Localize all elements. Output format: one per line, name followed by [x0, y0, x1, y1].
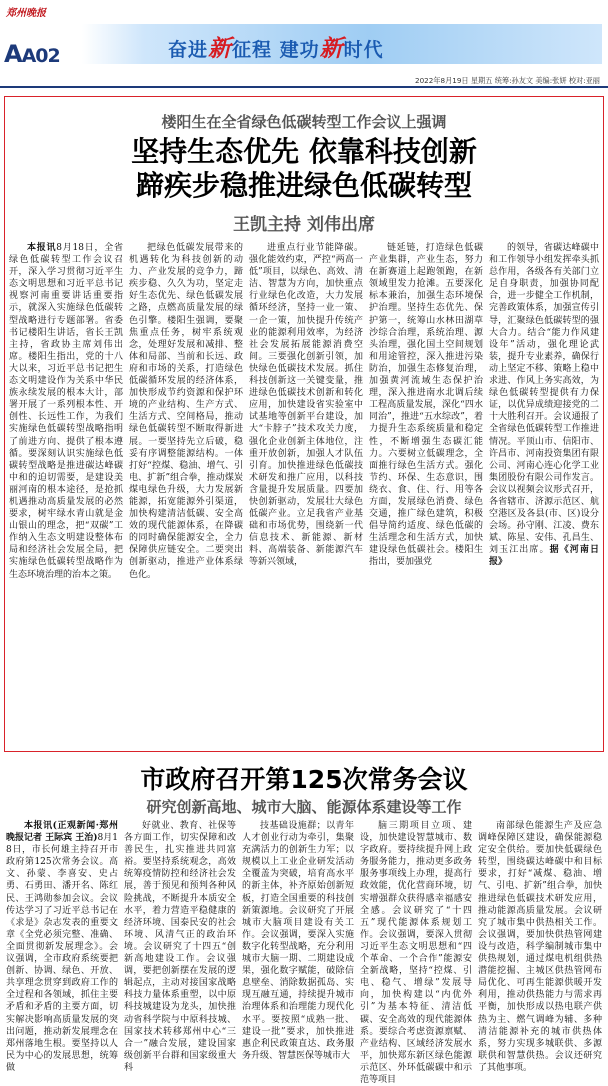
- column-text: 脑三期项目立项、建设，加快建设智慧城市、数字政府。要持续提升网上政务服务能力，推动更多政务服务事项线上办理，提高行政效能，优化营商环境，切实增强群众获得感幸福感安全感。会议研究了“十四五”现代能源体系规划工作。会议强调，要深入贯彻习近平生态文明思想和“四个革命、一个合作”能源安全新战略，坚持“控煤、引电、稳气、增绿”发展导向，加快构建以“内优外引”为基本特征、清洁低碳、安全高效的现代能源体系。要综合考虑资源禀赋、产业结构、区域经济发展水平，加快郑东新区绿色能源示范区、外环低碳碳中和示范等项目: [360, 821, 472, 1085]
- slogan-highlight: 新: [319, 36, 344, 62]
- column-text: 把绿色低碳发展带来的机遇转化为科技创新的动力、产业发展的竞争力，蹄疾步稳、久久为功，坚定走好生态优先、绿色低碳发展之路，点燃高质量发展的绿色引擎。楼阳生强调，要聚焦重点任务，树牢系统观念，处理好发展和减排、整体和局部、当前和长远、政府和市场的关系，打造绿色低碳循环发展的经济体系，加快形成节约资源和保护环境的产业结构、生产方式、生活方式、空间格局，推动绿色低碳转型不断取得新进展。一要坚持先立后破，稳妥有序调整能源结构。一体打好“控煤、稳油、增气、引电、扩新”组合拳，推动煤炭煤电绿色升级，大力发展新能源，拓宽能源外引渠道，加快构建清洁低碳、安全高效的现代能源体系，在降碳的同时确保能源安全，全力保障供应链安全。二要突出创新驱动，推进产业体系绿色化。: [129, 243, 243, 580]
- page-number: [4, 40, 60, 68]
- text-column: [9, 242, 123, 747]
- lead-label: 本报讯: [27, 243, 57, 253]
- text-column: [369, 242, 483, 747]
- text-column: [242, 820, 354, 1061]
- text-column: [360, 820, 472, 1085]
- dateline: 2022年8月19日 星期五 统筹:孙友文 美编:张妍 校对:亚丽: [415, 76, 600, 85]
- column-text: 的领导，省碳达峰碳中和工作领导小组发挥牵头抓总作用，各级各有关部门立足自身职责，加强协同配合，进一步健全工作机制，完善政策体系，加强宣传引导，汇聚绿色低碳转型的强大合力。结合“能力作风建设年”活动，强化理论武装，提升专业素养，确保行动上坚定不移、策略上稳中求进、作风上务实高效，为绿色低碳转型提供有力保证，以优异成绩迎接党的二十大胜利召开。会议通报了全省绿色低碳转型工作推进情况。平顶山市、信阳市、许昌市、河南投资集团有限公司、河南心连心化学工业集团股份有限公司作发言。会议以视频会议形式召开，各省辖市、济源示范区、航空港区及各县(市、区)设分会场。孙守刚、江凌、费东斌、陈星、安伟、孔昌生、刘玉江出席。: [489, 243, 599, 556]
- header-divider: [0, 86, 608, 88]
- column-text: 南部绿色能源生产及应急调峰保障区建设，确保能源稳定安全供给。要加快低碳绿色转型，围绕碳达峰碳中和目标要求，打好“减煤、稳油、增气、引电、扩新”组合拳，加快推进绿色低碳技术研发应用，推动能源高质量发展。会议研究了城市集中供热相关工作。会议强调，要加快供热管网建设与改造，科学编制城市集中供热规划，通过煤电机组供热潜能挖掘、主城区供热管网布局优化、可再生能源供暖开发利用，推动供热能力与需求再平衡，加快形成以热电联产供热为主、燃气调峰为辅、多种清洁能源补充的城市供热体系，努力实现多城联供、多源联供和智慧供热。会议还研究了其他事项。: [478, 821, 602, 1073]
- column-text: 进重点行业节能降碳。强化能效约束，严控“两高一低”项目，以绿色、高效、清洁、智慧为方向，加快重点行业绿色化改造，大力发展循环经济，坚持一业一策、一企一策，加快提升传统产业的能源利用效率，为经济社会发展拓展能源消费空间。三要强化创新引领，加快绿色低碳技术发展。抓住科技创新这一关键变量，推进绿色低碳技术创新和转化应用，加快建设省实验室中试基地等创新平台建设，加大“卡脖子”技术攻关力度，强化企业创新主体地位，注重开放创新，加强人才队伍引育。加快推进绿色低碳技术研发和推广应用，以科技含量提升发展质量。四要加快创新驱动，发展壮大绿色低碳产业。立足我省产业基础和市场优势，围绕新一代信息技术、新能源、新材料、高端装备、新能源汽车等新兴领域，: [249, 243, 363, 568]
- page-code: A02: [21, 45, 60, 67]
- newspaper-logo: [6, 4, 58, 19]
- column-text: 链延链，打造绿色低碳产业集群，产业生态，努力在新赛道上起跑领跑，在新领域里发力抢滩。五要深化标本兼治，加强生态环境保护治理。坚持生态优先、保护第一，统筹山水林田湖草沙综合治理，系统治理、源头治理，强化国土空间规划和用途管控，深入推进污染防治，加强生态修复治理，加强黄河流域生态保护治理，深入推进南水北调后续工程高质量发展，深化“四水同治”，推进“五水综改”，着力提升生态系统质量和稳定性，不断增强生态碳汇能力。六要树立低碳理念，全面推行绿色生活方式。强化节约、环保、生态意识，围绕衣、食、住、行、用等各方面，发展绿色消费、绿色交通，推广绿色建筑，积极倡导简约适度、绿色低碳的生活理念和生活方式，加快建设绿色低碳社会。楼阳生指出，要加强党: [369, 243, 483, 568]
- text-column: [478, 820, 602, 1073]
- slogan-part: 时代: [343, 39, 384, 61]
- text-column: [129, 242, 243, 747]
- article-headline: [5, 135, 603, 203]
- lead-article: [4, 96, 604, 752]
- paper-name: 郑州晚报: [6, 8, 46, 19]
- text-column: [124, 820, 236, 1073]
- column-text: 好就业、教育、社保等各方面工作，切实保障和改善民生，扎实推进共同富裕。要坚持系统观念，高效统筹疫情防控和经济社会发展，善于预见和预判各种风险挑战，不断提升本质安全水平，着力营造平稳健康的经济环境、国泰民安的社会环境、风清气正的政治环境。会议研究了十四五“创新高地建设工作。会议强调，要把创新摆在发展的逻辑起点，主动对接国家战略科技力量体系重塑，以中原科技城建设为龙头，加快推动省科学院与中原科技城、国家技术转移郑州中心“三合一”融合发展，建设国家级创新平台群和国家级重大科: [124, 821, 236, 1073]
- lead-label: 本报讯(正观新闻·郑州晚报记者 王际宾 王治): [6, 821, 118, 844]
- slogan-part: 奋进: [168, 39, 209, 61]
- slogan-highlight: 新: [208, 36, 233, 62]
- slogan-banner: [82, 24, 602, 64]
- article-kicker: 楼阳生在全省绿色低碳转型工作会议上强调: [161, 113, 447, 131]
- masthead: [0, 0, 608, 86]
- headline-line: 蹄疾步稳推进绿色低碳转型: [135, 169, 472, 202]
- text-column: [6, 820, 119, 1073]
- column-text: 技基础设施群；以青年人才创业行动为牵引，集聚充满活力的创新生力军；以规模以上工业企业研发活动全覆盖为突破，培育高水平的新主体，补齐原始创新短板，打造全国重要的科技创新策源地。会议研究了开展城市大脑项目建设有关工作。会议强调，要深入实施数字化转型战略，充分利用城市大脑一期、二期建设成果，强化数字赋能，破除信息壁垒、消除数据孤岛、实现互融互通，持续提升城市治理体系和治理能力现代化水平。要按照“成熟一批、建设一批”要求，加快推进惠企利民政策直达、政务服务升级、智慧医保等城市大: [242, 821, 354, 1061]
- page-letter: A: [4, 40, 22, 68]
- article-subheadline: 研究创新高地、城市大脑、能源体系建设等工作: [146, 798, 462, 816]
- column-text: 8月18日，全省绿色低碳转型工作会议召开，深入学习贯彻习近平生态文明思想和习近平总书记视察河南重要讲话重要指示，就深入实施绿色低碳转型战略进行专题部署。省委书记楼阳生讲话，省长王凯主持，省政协主席刘伟出席。楼阳生指出，党的十八大以来，习近平总书记把生态文明建设作为关系中华民族永续发展的根本大计，部署开展了一系列根本性、开创性、长远性工作，为我们实施绿色低碳转型战略指明了前进方向、提供了根本遵循。要深刻认识实施绿色低碳转型战略是推进碳达峰碳中和的迫切需要，是建设美丽河南的根本途径，是抢抓机遇推动高质量发展的必然要求，树牢绿水青山就是金山银山的理念，把“双碳”工作纳入生态文明建设整体布局和经济社会发展全局，把实施绿色低碳转型战略作为生态环境治理的治本之策。: [9, 243, 123, 580]
- text-column: [489, 242, 599, 747]
- headline-line: 坚持生态优先 依靠科技创新: [131, 135, 477, 168]
- text-column: [249, 242, 363, 747]
- slogan-text: [168, 30, 384, 63]
- article-source: 据《河南日报》: [489, 545, 599, 568]
- column-text: 8月18日，市长何雄主持召开市政府第125次常务会议。高文、孙蒙、李喜安、史占勇、石勇田、潘开名、陈红民、王鸿勋参加会议。会议传达学习了习近平总书记在《求是》杂志发表的重要文章《全党必须完整、准确、全面贯彻新发展理念》。会议强调，全市政府系统要把创新、协调、绿色、开放、共享理念贯穿到政府工作的全过程和各领域，抓住主要矛盾和矛盾的主要方面，切实解决影响高质量发展的突出问题，推动新发展理念在郑州落地生根。要坚持以人民为中心的发展思想，统筹做: [6, 833, 119, 1073]
- slogan-part: 征程 建功: [232, 39, 320, 61]
- article-headline: 市政府召开第125次常务会议: [140, 765, 468, 794]
- article-byline: 王凯主持 刘伟出席: [233, 215, 375, 235]
